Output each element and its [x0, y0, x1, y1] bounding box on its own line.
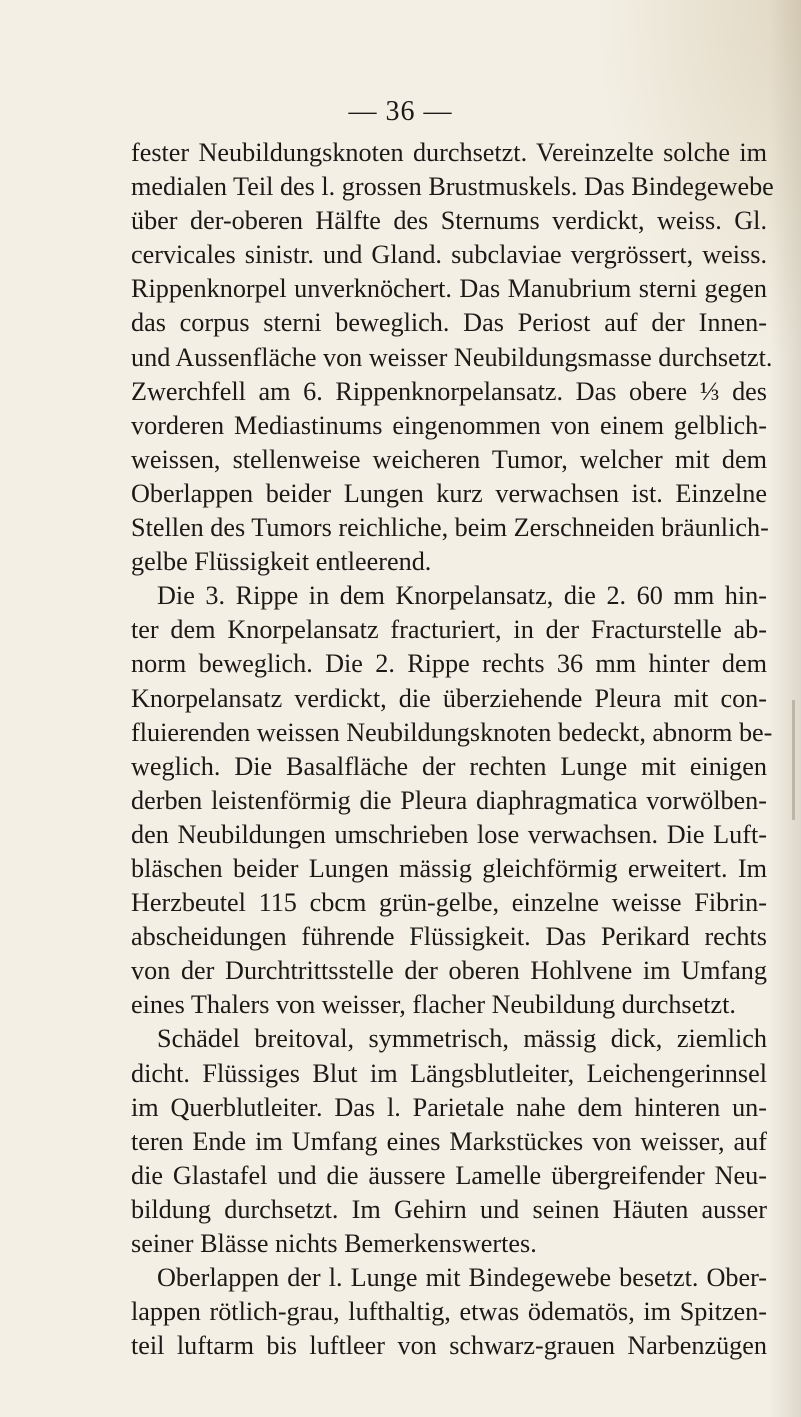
text-line: Herzbeutel 115 cbcm grün-gelbe, einzelne weisse Fibrin- — [131, 888, 767, 918]
text-line: teren Ende im Umfang eines Markstückes von weisser, auf — [131, 1126, 767, 1156]
text-line: dicht. Flüssiges Blut im Längsblutleiter, Leichengerinnsel — [131, 1058, 767, 1088]
text-line: die Glastafel und die äussere Lamelle übergreifender Neu- — [131, 1160, 767, 1190]
text-line: lappen rötlich-grau, lufthaltig, etwas ödematös, im Spitzen- — [131, 1297, 767, 1327]
text-line: Schädel breitoval, symmetrisch, mässig dick, ziemlich — [157, 1024, 767, 1054]
text-line: teil luftarm bis luftleer von schwarz-grauen Narbenzügen — [131, 1331, 767, 1361]
text-line: Rippenknorpel unverknöchert. Das Manubrium sterni gegen — [131, 274, 767, 304]
page-number: — 36 — — [348, 96, 453, 127]
text-line: vorderen Mediastinums eingenommen von einem gelblich- — [131, 410, 767, 440]
text-line: über der-oberen Hälfte des Sternums verdickt, weiss. Gl. — [131, 206, 767, 236]
text-line: medialen Teil des l. grossen Brustmuskels. Das Bindegewebe — [131, 172, 774, 202]
page-edge-shadow — [792, 700, 795, 820]
text-line: eines Thalers von weisser, flacher Neubildung durchsetzt. — [131, 990, 736, 1020]
text-line: cervicales sinistr. und Gland. subclaviae vergrössert, weiss. — [131, 240, 767, 270]
text-line: abscheidungen führende Flüssigkeit. Das Perikard rechts — [131, 922, 767, 952]
text-line: Die 3. Rippe in dem Knorpelansatz, die 2. 60 mm hin- — [157, 581, 767, 611]
body-text — [131, 136, 774, 1363]
text-line: fester Neubildungsknoten durchsetzt. Vereinzelte solche im — [131, 138, 767, 167]
text-line: bildung durchsetzt. Im Gehirn und seinen Häuten ausser — [131, 1194, 767, 1224]
text-line: Zwerchfell am 6. Rippenknorpelansatz. Das obere ⅓ des — [131, 376, 767, 406]
text-line: Stellen des Tumors reichliche, beim Zerschneiden bräunlich- — [131, 513, 769, 543]
text-line: fluierenden weissen Neubildungsknoten bedeckt, abnorm be- — [131, 717, 773, 747]
text-line: und Aussenfläche von weisser Neubildungsmasse durchsetzt. — [131, 342, 773, 372]
text-line: Knorpelansatz verdickt, die überziehende Pleura mit con- — [131, 683, 767, 713]
text-line: derben leistenförmig die Pleura diaphragmatica vorwölben- — [131, 785, 767, 815]
text-line: Oberlappen beider Lungen kurz verwachsen ist. Einzelne — [131, 478, 767, 508]
text-line: den Neubildungen umschrieben lose verwachsen. Die Luft- — [131, 819, 767, 849]
text-line: ter dem Knorpelansatz fracturiert, in der Fracturstelle ab- — [131, 615, 767, 645]
text-line: von der Durchtrittsstelle der oberen Hohlvene im Umfang — [131, 956, 767, 986]
text-line: Oberlappen der l. Lunge mit Bindegewebe besetzt. Ober- — [157, 1263, 767, 1293]
text-line: weissen, stellenweise weicheren Tumor, welcher mit dem — [131, 444, 767, 474]
text-line: das corpus sterni beweglich. Das Periost auf der Innen- — [131, 308, 767, 338]
text-line: seiner Blässe nichts Bemerkenswertes. — [131, 1229, 537, 1258]
text-line: im Querblutleiter. Das l. Parietale nahe dem hinteren un- — [131, 1092, 767, 1122]
text-line: bläschen beider Lungen mässig gleichförmig erweitert. Im — [131, 853, 767, 883]
text-line: gelbe Flüssigkeit entleerend. — [131, 547, 432, 577]
text-line: weglich. Die Basalfläche der rechten Lunge mit einigen — [131, 751, 767, 781]
text-line: norm beweglich. Die 2. Rippe rechts 36 mm hinter dem — [131, 649, 767, 679]
